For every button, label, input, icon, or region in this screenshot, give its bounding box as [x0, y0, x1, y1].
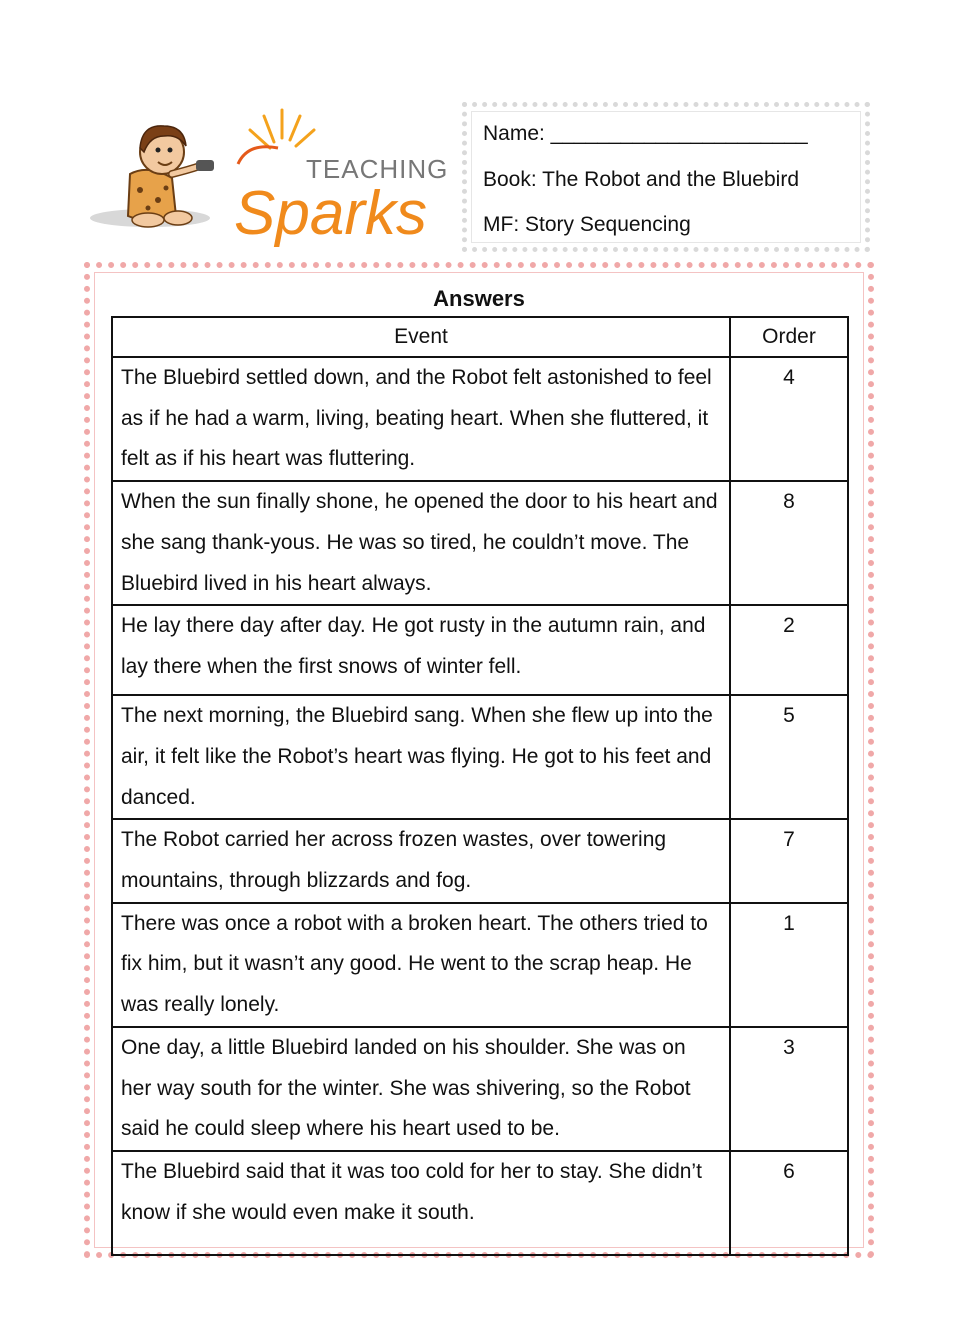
- answers-title: Answers: [433, 286, 525, 311]
- order-cell: 5: [730, 695, 848, 819]
- logo-line1: TEACHING: [306, 154, 448, 184]
- info-box: [462, 102, 870, 252]
- event-column-header: Event: [112, 317, 730, 357]
- table-header-row: [112, 317, 848, 357]
- book-line: Book: The Robot and the Bluebird: [483, 168, 799, 191]
- table-row: [112, 481, 848, 605]
- answers-box: [84, 262, 874, 1258]
- logo-line2: Sparks: [234, 179, 427, 248]
- event-cell: One day, a little Bluebird landed on his shoulder. She was on her way south for the winter. She was shivering, so the Robot said he could sleep where his heart used to be.: [112, 1027, 730, 1151]
- event-cell: The Robot carried her across frozen wastes, over towering mountains, through blizzards and fog.: [112, 819, 730, 902]
- order-cell: 6: [730, 1151, 848, 1255]
- order-cell: 7: [730, 819, 848, 902]
- event-cell: He lay there day after day. He got rusty in the autumn rain, and lay there when the first snows of winter fell.: [112, 605, 730, 695]
- teaching-sparks-logo: [88, 108, 448, 250]
- mf-line: MF: Story Sequencing: [483, 213, 691, 236]
- order-column-header: Order: [730, 317, 848, 357]
- order-cell: 4: [730, 357, 848, 481]
- table-row: [112, 1151, 848, 1255]
- table-row: [112, 1027, 848, 1151]
- sequencing-table: [111, 316, 849, 1256]
- event-cell: The next morning, the Bluebird sang. When she flew up into the air, it felt like the Robot’s heart was flying. He got to his feet and danced.: [112, 695, 730, 819]
- event-cell: There was once a robot with a broken heart. The others tried to fix him, but it wasn’t any good. He went to the scrap heap. He was really lonely.: [112, 903, 730, 1027]
- order-cell: 1: [730, 903, 848, 1027]
- name-line: Name: ______________________: [483, 122, 808, 145]
- table-row: [112, 695, 848, 819]
- table-row: [112, 357, 848, 481]
- table-row: [112, 605, 848, 695]
- order-cell: 3: [730, 1027, 848, 1151]
- event-cell: When the sun finally shone, he opened the door to his heart and she sang thank-yous. He was so tired, he couldn’t move. The Bluebird lived in his heart always.: [112, 481, 730, 605]
- caveboy-mascot-icon: [88, 108, 448, 250]
- order-cell: 2: [730, 605, 848, 695]
- order-cell: 8: [730, 481, 848, 605]
- event-cell: The Bluebird settled down, and the Robot felt astonished to feel as if he had a warm, living, beating heart. When she fluttered, it felt as if his heart was fluttering.: [112, 357, 730, 481]
- event-cell: The Bluebird said that it was too cold for her to stay. She didn’t know if she would even make it south.: [112, 1151, 730, 1255]
- table-row: [112, 819, 848, 902]
- table-row: [112, 903, 848, 1027]
